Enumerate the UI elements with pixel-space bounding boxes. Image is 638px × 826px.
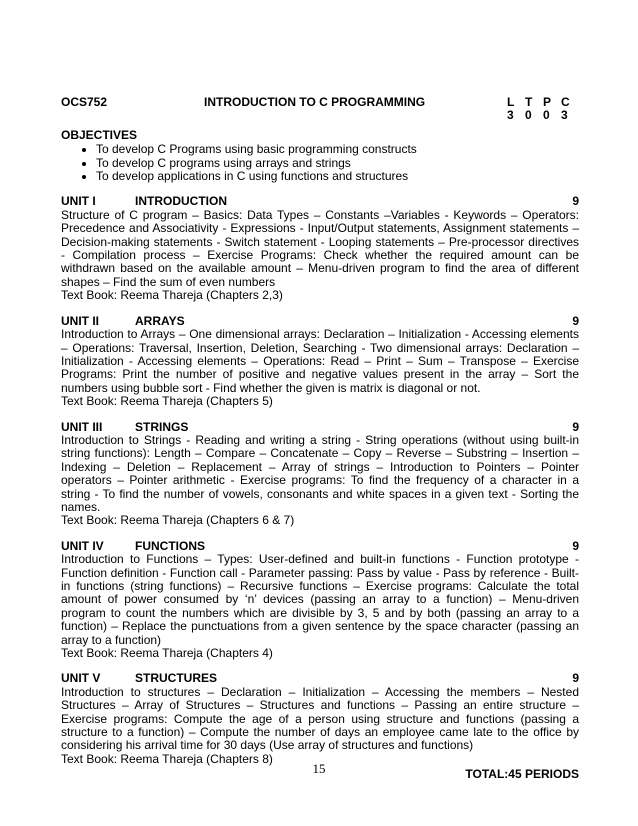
unit-heading (61, 195, 579, 208)
unit-title: FUNCTIONS (135, 538, 205, 553)
unit-content: Introduction to Strings - Reading and writing a string - String operations (without using built-in string functions): Length – Compare – Concatenate – Copy – Reverse – Substring – Insertion – Indexing – Deletion – Replacement – Array of strings – Introduction to Pointers – Pointer operators – Pointer arithmetic - Exercise programs: To find the frequency of a character in a string - To find the number of vowels, consonants and white spaces in a given text - Sorting the names. (61, 432, 579, 514)
unit-content: Introduction to Functions – Types: User-defined and built-in functions - Function prototype - Function definition - Function call - Parameter passing: Pass by value - Pass by reference - Built-in functions (string functions) – Recursive functions – Exercise programs: Calculate the total amount of power consumed by ‘n’ devices (passing an array to a function) – Menu-driven program to count the numbers which are divisible by 3, 5 and by both (passing an array to a function) – Replace the punctuations from a given sentence by the space character (passing an array to a function) (61, 552, 579, 647)
course-header (61, 96, 579, 123)
objectives-heading: OBJECTIVES (61, 127, 138, 142)
course-title: INTRODUCTION TO C PROGRAMMING (204, 95, 426, 109)
ltpc-value-t: 0 (525, 108, 532, 123)
objectives-list (61, 143, 579, 183)
course-code: OCS752 (61, 95, 108, 109)
unit-heading (61, 540, 579, 553)
unit-hours: 9 (572, 313, 579, 328)
unit-hours: 9 (572, 194, 579, 209)
unit-number: UNIT II (61, 313, 99, 328)
unit-title: ARRAYS (135, 313, 185, 328)
unit-heading (61, 672, 579, 685)
ltpc-label-c: C (561, 95, 570, 109)
unit-heading (61, 315, 579, 328)
ltpc-value-p: 0 (543, 108, 550, 123)
unit-number: UNIT IV (61, 538, 104, 553)
unit-heading (61, 421, 579, 434)
unit-title: STRUCTURES (135, 671, 218, 686)
unit-3 (61, 421, 579, 528)
unit-textbook: Text Book: Reema Thareja (Chapters 2,3) (61, 288, 283, 303)
unit-hours: 9 (572, 419, 579, 434)
unit-title: INTRODUCTION (135, 194, 227, 209)
unit-number: UNIT V (61, 671, 101, 686)
unit-1 (61, 195, 579, 302)
syllabus-page (61, 96, 579, 782)
unit-textbook: Text Book: Reema Thareja (Chapters 8) (61, 751, 273, 766)
total-periods: TOTAL:45 PERIODS (465, 767, 579, 782)
objective-item: • To develop C Programs using basic programming constructs (96, 143, 579, 156)
objective-item: • To develop C programs using arrays and strings (96, 157, 579, 170)
unit-title: STRINGS (135, 419, 189, 434)
unit-content: Structure of C program – Basics: Data Types – Constants –Variables - Keywords – Operators: Precedence and Associativity - Expressions - Input/Output statements, Assignment statements – Decision-making statements - Switch statement - Looping statements – Pre-processor directives - Compilation process – Exercise Programs: Check whether the required amount can be withdrawn based on the available amount – Menu-driven program to find the area of different shapes – Find the sum of even numbers (61, 207, 579, 289)
ltpc-value-c: 3 (561, 108, 568, 123)
objective-item: • To develop applications in C using functions and structures (96, 170, 579, 183)
unit-number: UNIT I (61, 194, 96, 209)
page-number: 15 (312, 761, 326, 776)
unit-textbook: Text Book: Reema Thareja (Chapters 6 & 7) (61, 513, 295, 528)
unit-2 (61, 315, 579, 409)
unit-content: Introduction to structures – Declaration – Initialization – Accessing the members – Nested Structures – Array of Structures – Structures and functions – Passing an entire structure – Exercise programs: Compute the age of a person using structure and functions (passing a structure to a function) – Compute the number of days an employee came late to the office by considering his arrival time for 30 days (Use array of structures and functions) (61, 684, 579, 753)
unit-content: Introduction to Arrays – One dimensional arrays: Declaration – Initialization - Accessing elements – Operations: Traversal, Insertion, Deletion, Searching - Two dimensional arrays: Declaration – Initialization - Accessing elements – Operations: Read – Print – Sum – Transpose – Exercise Programs: Print the number of positive and negative values present in the array – Sort the numbers using bubble sort - Find whether the given is matrix is diagonal or not. (61, 327, 579, 395)
ltpc-value-l: 3 (507, 108, 514, 123)
unit-textbook: Text Book: Reema Thareja (Chapters 5) (61, 394, 273, 409)
unit-textbook: Text Book: Reema Thareja (Chapters 4) (61, 646, 273, 661)
unit-hours: 9 (572, 538, 579, 553)
ltpc-table (507, 96, 579, 123)
unit-number: UNIT III (61, 419, 103, 434)
ltpc-label-t: T (525, 95, 533, 109)
ltpc-label-l: L (507, 95, 515, 109)
unit-hours: 9 (572, 671, 579, 686)
ltpc-label-p: P (543, 95, 552, 109)
unit-5 (61, 672, 579, 766)
unit-4 (61, 540, 579, 661)
